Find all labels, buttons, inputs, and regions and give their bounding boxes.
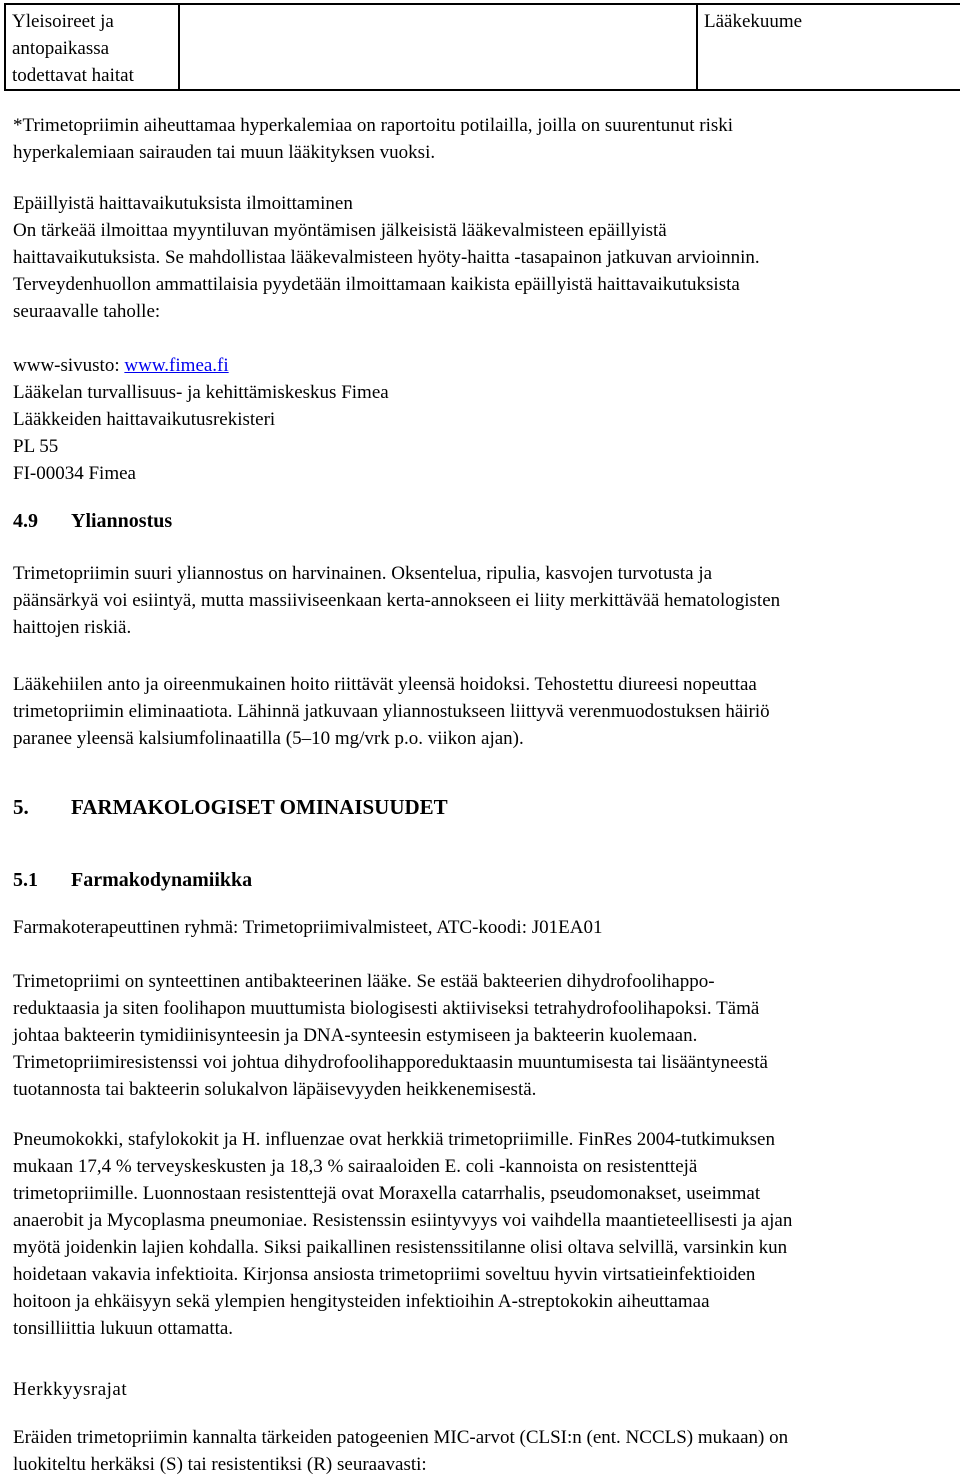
section-heading-5 [13, 794, 448, 821]
overdose-paragraph-2 [13, 671, 955, 752]
text-line: Lääkehiilen anto ja oireenmukainen hoito riittävät yleensä hoidoksi. Tehostettu diureesi nopeuttaa [13, 674, 757, 695]
table-cell-effect: Lääkekuume [697, 4, 960, 90]
address-line: Lääkkeiden haittavaikutusrekisteri [13, 409, 276, 430]
breakpoints-subheading [13, 1376, 955, 1403]
text-line: Trimetopriimin suuri yliannostus on harvinainen. Oksentelua, ripulia, kasvojen turvotusta ja [13, 563, 713, 584]
table-cell-line: antopaikassa [12, 38, 110, 59]
section-number: 4.9 [13, 510, 38, 532]
breakpoints-paragraph [13, 1424, 955, 1478]
text-line: reduktaasia ja siten foolihapon muuttumista biologisesti aktiiviseksi tetrahydrofoolihapoksi. Tämä [13, 998, 760, 1019]
subheading-text: Herkkyysrajat [13, 1379, 128, 1400]
text-line: Trimetopriimiresistenssi voi johtua dihydrofoolihapporeduktaasin muuntumisesta tai lisääntyneestä [13, 1052, 768, 1073]
text-line: Pneumokokki, stafylokokit ja H. influenzae ovat herkkiä trimetopriimille. FinRes 2004-tutkimuksen [13, 1129, 775, 1150]
text-line: haittavaikutuksista. Se mahdollistaa lääkevalmisteen hyöty-haitta -tasapainon jatkuvan arvioinnin. [13, 247, 760, 268]
address-line: FI-00034 Fimea [13, 463, 136, 484]
section-title: FARMAKOLOGISET OMINAISUUDET [71, 795, 448, 819]
table-cell-line: Yleisoireet ja [12, 11, 114, 32]
text-line: johtaa bakteerin tymidiinisynteesin ja DNA-synteesin estymiseen ja bakteerin kuolemaan. [13, 1025, 698, 1046]
text-line: trimetopriimin eliminaatiota. Lähinnä jatkuvaan yliannostukseen liittyvä verenmuodostuksen häiriö [13, 701, 770, 722]
reporting-section [13, 190, 955, 325]
text-line: tuotannosta tai bakteerin solukalvon läpäisevyyden heikkenemisestä. [13, 1079, 537, 1100]
text-line: hoitoon ja ehkäisyyn sekä ylempien hengitysteiden infektioihin A-streptokokin aiheuttamaa [13, 1291, 710, 1312]
text-line: *Trimetopriimin aiheuttamaa hyperkalemiaa on raportoitu potilailla, joilla on suurentunut riski [13, 115, 734, 136]
pharmacotherapeutic-group [13, 914, 955, 941]
text-line: On tärkeää ilmoittaa myyntiluvan myöntämisen jälkeisistä lääkevalmisteen epäillyistä [13, 220, 667, 241]
text-line: Eräiden trimetopriimin kannalta tärkeiden patogeenien MIC-arvot (CLSI:n (ent. NCCLS) mukaan) on [13, 1427, 789, 1448]
text-line: anaerobit ja Mycoplasma pneumoniae. Resistenssin esiintyvyys voi vaihdella maantieteellisesti ja ajan [13, 1210, 793, 1231]
section-heading-5-1 [13, 867, 252, 894]
website-link[interactable]: www.fimea.fi [124, 355, 229, 376]
section-title: Yliannostus [71, 510, 173, 532]
address-line: PL 55 [13, 436, 59, 457]
text-line: Farmakoterapeuttinen ryhmä: Trimetopriimivalmisteet, ATC-koodi: J01EA01 [13, 917, 603, 938]
resistance-paragraph [13, 1126, 955, 1342]
text-line: hyperkalemiaan sairauden tai muun lääkityksen vuoksi. [13, 142, 436, 163]
text-line: trimetopriimille. Luonnostaan resistenttejä ovat Moraxella catarrhalis, pseudomonakset, useimmat [13, 1183, 761, 1204]
text-line: hoidetaan vakavia infektioita. Kirjonsa ansiosta trimetopriimi soveltuu hyvin virtsatieinfektioiden [13, 1264, 756, 1285]
text-line: seuraavalle taholle: [13, 301, 161, 322]
section-heading-4-9 [13, 508, 172, 535]
section-number: 5.1 [13, 869, 38, 891]
address-block [13, 352, 955, 487]
text-line: paranee yleensä kalsiumfolinaatilla (5–10 mg/vrk p.o. viikon ajan). [13, 728, 524, 749]
adverse-effects-table [4, 3, 960, 91]
text-line: tonsilliittia lukuun ottamatta. [13, 1318, 234, 1339]
table-cell-line: todettavat haitat [12, 65, 134, 86]
website-line [13, 352, 955, 379]
mechanism-paragraph [13, 968, 955, 1103]
section-title: Farmakodynamiikka [71, 869, 253, 891]
text-line: päänsärkyä voi esiintyä, mutta massiiviseenkaan kerta-annokseen ei liity merkittävää hematologisten [13, 590, 781, 611]
website-label: www-sivusto: [13, 355, 125, 376]
text-line: haittojen riskiä. [13, 617, 132, 638]
text-line: mukaan 17,4 % terveyskeskusten ja 18,3 % sairaaloiden E. coli -kannoista on resistenttejä [13, 1156, 698, 1177]
text-line: Terveydenhuollon ammattilaisia pyydetään ilmoittamaan kaikista epäillyistä haittavaikutuksista [13, 274, 740, 295]
table-cell-empty [179, 4, 697, 90]
footnote [13, 112, 955, 166]
table-cell-category [5, 4, 179, 90]
text-line: Trimetopriimi on synteettinen antibakteerinen lääke. Se estää bakteerien dihydrofoolihappo- [13, 971, 715, 992]
text-line: luokiteltu herkäksi (S) tai resistentiksi (R) seuraavasti: [13, 1454, 427, 1475]
overdose-paragraph-1 [13, 560, 955, 641]
table-row [5, 4, 960, 90]
address-line: Lääkelan turvallisuus- ja kehittämiskeskus Fimea [13, 382, 389, 403]
text-line: myötä joidenkin lajien kohdalla. Siksi paikallinen resistenssitilanne olisi oltava selvillä, varsinkin kun [13, 1237, 788, 1258]
section-number: 5. [13, 795, 29, 819]
reporting-title: Epäillyistä haittavaikutuksista ilmoittaminen [13, 193, 353, 214]
